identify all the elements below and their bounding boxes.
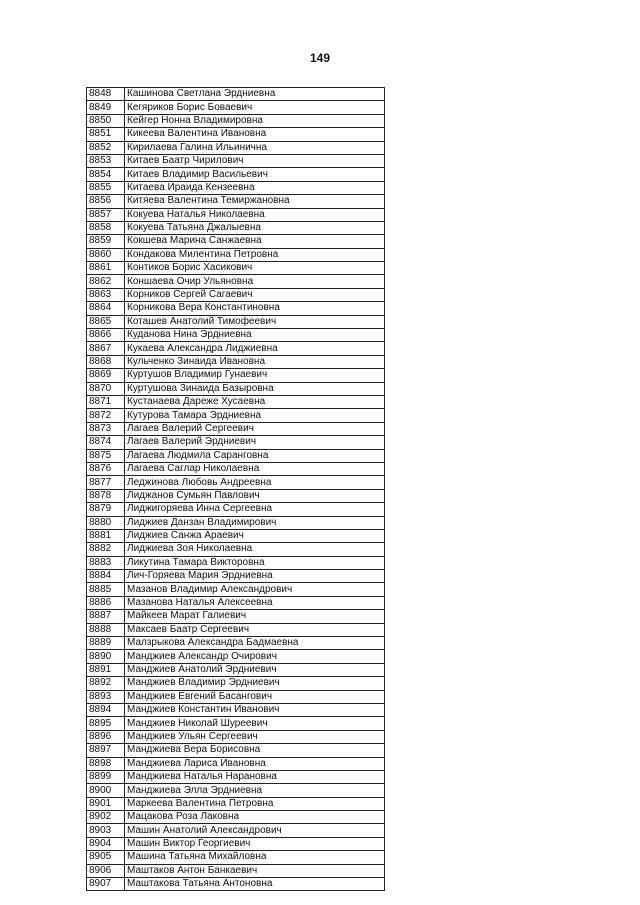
- row-number: 8859: [87, 235, 125, 248]
- table-row: [87, 302, 385, 315]
- person-name: Лагаев Валерий Эрдниевич: [125, 436, 385, 449]
- table-row: [87, 730, 385, 743]
- person-name: Лагаева Саглар Николаевна: [125, 462, 385, 475]
- table-row: [87, 208, 385, 221]
- row-number: 8898: [87, 757, 125, 770]
- person-name: Кульченко Зинаида Ивановна: [125, 355, 385, 368]
- table-row: [87, 355, 385, 368]
- person-name: Ликутина Тамара Викторовна: [125, 556, 385, 569]
- row-number: 8887: [87, 610, 125, 623]
- table-row: [87, 583, 385, 596]
- person-name: Манджиева Элла Эрдниевна: [125, 784, 385, 797]
- row-number: 8884: [87, 570, 125, 583]
- table-row: [87, 744, 385, 757]
- row-number: 8863: [87, 288, 125, 301]
- row-number: 8892: [87, 677, 125, 690]
- table-row: [87, 168, 385, 181]
- person-name: Лагаев Валерий Сергеевич: [125, 422, 385, 435]
- row-number: 8852: [87, 141, 125, 154]
- person-name: Куданова Нина Эрдниевна: [125, 329, 385, 342]
- row-number: 8853: [87, 154, 125, 167]
- row-number: 8890: [87, 650, 125, 663]
- person-name: Кустанаева Дареже Хусаевна: [125, 395, 385, 408]
- person-name: Кокшева Марина Санжаевна: [125, 235, 385, 248]
- row-number: 8895: [87, 717, 125, 730]
- person-name: Лиджиева Зоя Николаевна: [125, 543, 385, 556]
- row-number: 8871: [87, 395, 125, 408]
- row-number: 8882: [87, 543, 125, 556]
- table-row: [87, 637, 385, 650]
- table-row: [87, 663, 385, 676]
- table-row: [87, 623, 385, 636]
- row-number: 8891: [87, 663, 125, 676]
- table-row: [87, 422, 385, 435]
- row-number: 8864: [87, 302, 125, 315]
- table-row: [87, 195, 385, 208]
- row-number: 8876: [87, 462, 125, 475]
- roster-table-body: [87, 88, 385, 891]
- row-number: 8903: [87, 824, 125, 837]
- person-name: Леджинова Любовь Андреевна: [125, 476, 385, 489]
- row-number: 8865: [87, 315, 125, 328]
- person-name: Китаева Ираида Кензеевна: [125, 181, 385, 194]
- table-row: [87, 784, 385, 797]
- table-row: [87, 154, 385, 167]
- table-row: [87, 409, 385, 422]
- table-row: [87, 543, 385, 556]
- person-name: Манджиев Ульян Сергеевич: [125, 730, 385, 743]
- person-name: Манджиева Вера Борисовна: [125, 744, 385, 757]
- person-name: Корникова Вера Константиновна: [125, 302, 385, 315]
- person-name: Манджиев Александр Очирович: [125, 650, 385, 663]
- person-name: Контиков Борис Хасикович: [125, 262, 385, 275]
- table-row: [87, 650, 385, 663]
- person-name: Кокуева Татьяна Джалыевна: [125, 221, 385, 234]
- row-number: 8860: [87, 248, 125, 261]
- row-number: 8870: [87, 382, 125, 395]
- table-row: [87, 556, 385, 569]
- table-row: [87, 878, 385, 891]
- person-name: Лиджанов Сумьян Павлович: [125, 489, 385, 502]
- row-number: 8862: [87, 275, 125, 288]
- person-name: Манджиева Наталья Нарановна: [125, 770, 385, 783]
- table-row: [87, 114, 385, 127]
- person-name: Лиджиев Санжа Араевич: [125, 529, 385, 542]
- table-row: [87, 677, 385, 690]
- row-number: 8900: [87, 784, 125, 797]
- table-row: [87, 88, 385, 101]
- table-row: [87, 757, 385, 770]
- row-number: 8873: [87, 422, 125, 435]
- table-row: [87, 824, 385, 837]
- person-name: Куртушов Владимир Гунаевич: [125, 369, 385, 382]
- person-name: Манджиев Евгений Басангович: [125, 690, 385, 703]
- table-row: [87, 248, 385, 261]
- table-row: [87, 489, 385, 502]
- table-row: [87, 529, 385, 542]
- table-row: [87, 811, 385, 824]
- table-row: [87, 369, 385, 382]
- row-number: 8851: [87, 128, 125, 141]
- row-number: 8893: [87, 690, 125, 703]
- table-row: [87, 288, 385, 301]
- row-number: 8881: [87, 529, 125, 542]
- row-number: 8867: [87, 342, 125, 355]
- row-number: 8861: [87, 262, 125, 275]
- table-row: [87, 596, 385, 609]
- row-number: 8885: [87, 583, 125, 596]
- person-name: Лагаева Людмила Саранговна: [125, 449, 385, 462]
- row-number: 8854: [87, 168, 125, 181]
- person-name: Манджиев Константин Иванович: [125, 703, 385, 716]
- person-name: Мацакова Роза Лаковна: [125, 811, 385, 824]
- person-name: Малзрыкова Александра Бадмаевна: [125, 637, 385, 650]
- person-name: Маркеева Валентина Петровна: [125, 797, 385, 810]
- table-row: [87, 395, 385, 408]
- table-row: [87, 101, 385, 114]
- row-number: 8869: [87, 369, 125, 382]
- person-name: Коташев Анатолий Тимофеевич: [125, 315, 385, 328]
- row-number: 8896: [87, 730, 125, 743]
- person-name: Китяева Валентина Темиржановна: [125, 195, 385, 208]
- person-name: Корников Сергей Сагаевич: [125, 288, 385, 301]
- person-name: Китаев Владимир Васильевич: [125, 168, 385, 181]
- person-name: Кондакова Милентина Петровна: [125, 248, 385, 261]
- row-number: 8906: [87, 864, 125, 877]
- person-name: Кокуева Наталья Николаевна: [125, 208, 385, 221]
- person-name: Манджиев Владимир Эрдниевич: [125, 677, 385, 690]
- row-number: 8883: [87, 556, 125, 569]
- row-number: 8872: [87, 409, 125, 422]
- person-name: Куртушова Зинаида Базыровна: [125, 382, 385, 395]
- row-number: 8848: [87, 88, 125, 101]
- table-row: [87, 703, 385, 716]
- person-name: Машина Татьяна Михайловна: [125, 851, 385, 864]
- person-name: Кикеева Валентина Ивановна: [125, 128, 385, 141]
- person-name: Манджиева Лариса Ивановна: [125, 757, 385, 770]
- table-row: [87, 837, 385, 850]
- person-name: Коншаева Очир Ульяновна: [125, 275, 385, 288]
- row-number: 8850: [87, 114, 125, 127]
- person-name: Манджиев Анатолий Эрдниевич: [125, 663, 385, 676]
- row-number: 8866: [87, 329, 125, 342]
- table-row: [87, 570, 385, 583]
- row-number: 8905: [87, 851, 125, 864]
- table-row: [87, 476, 385, 489]
- table-row: [87, 797, 385, 810]
- person-name: Мазанова Наталья Алексеевна: [125, 596, 385, 609]
- row-number: 8878: [87, 489, 125, 502]
- table-row: [87, 128, 385, 141]
- table-row: [87, 770, 385, 783]
- person-name: Кегяриков Борис Боваевич: [125, 101, 385, 114]
- table-row: [87, 503, 385, 516]
- table-row: [87, 141, 385, 154]
- person-name: Максаев Баатр Сергеевич: [125, 623, 385, 636]
- row-number: 8849: [87, 101, 125, 114]
- table-row: [87, 516, 385, 529]
- table-row: [87, 864, 385, 877]
- person-name: Маштакова Татьяна Антоновна: [125, 878, 385, 891]
- table-row: [87, 275, 385, 288]
- person-name: Кашинова Светлана Эрдниевна: [125, 88, 385, 101]
- table-row: [87, 342, 385, 355]
- row-number: 8907: [87, 878, 125, 891]
- table-row: [87, 449, 385, 462]
- row-number: 8894: [87, 703, 125, 716]
- row-number: 8858: [87, 221, 125, 234]
- person-name: Мазанов Владимир Александрович: [125, 583, 385, 596]
- table-row: [87, 462, 385, 475]
- person-name: Майкеев Марат Галиевич: [125, 610, 385, 623]
- roster-table: [86, 87, 385, 891]
- table-row: [87, 717, 385, 730]
- person-name: Кукаева Александра Лиджиевна: [125, 342, 385, 355]
- person-name: Лиджиев Данзан Владимирович: [125, 516, 385, 529]
- row-number: 8877: [87, 476, 125, 489]
- person-name: Лиджигоряева Инна Сергеевна: [125, 503, 385, 516]
- person-name: Лич-Горяева Мария Эрдниевна: [125, 570, 385, 583]
- row-number: 8902: [87, 811, 125, 824]
- person-name: Машин Анатолий Александрович: [125, 824, 385, 837]
- person-name: Кутурова Тамара Эрдниевна: [125, 409, 385, 422]
- table-row: [87, 851, 385, 864]
- row-number: 8889: [87, 637, 125, 650]
- page-number: 149: [309, 51, 331, 65]
- table-row: [87, 382, 385, 395]
- table-row: [87, 235, 385, 248]
- table-row: [87, 221, 385, 234]
- person-name: Манджиев Николай Шуреевич: [125, 717, 385, 730]
- row-number: 8880: [87, 516, 125, 529]
- row-number: 8886: [87, 596, 125, 609]
- row-number: 8901: [87, 797, 125, 810]
- table-row: [87, 329, 385, 342]
- row-number: 8874: [87, 436, 125, 449]
- row-number: 8899: [87, 770, 125, 783]
- person-name: Кирилаева Галина Ильинична: [125, 141, 385, 154]
- row-number: 8888: [87, 623, 125, 636]
- person-name: Машин Виктор Георгиевич: [125, 837, 385, 850]
- row-number: 8855: [87, 181, 125, 194]
- row-number: 8879: [87, 503, 125, 516]
- table-row: [87, 181, 385, 194]
- table-row: [87, 262, 385, 275]
- person-name: Китаев Баатр Чирилович: [125, 154, 385, 167]
- table-row: [87, 436, 385, 449]
- person-name: Кейгер Нонна Владимировна: [125, 114, 385, 127]
- person-name: Маштаков Антон Банкаевич: [125, 864, 385, 877]
- row-number: 8868: [87, 355, 125, 368]
- row-number: 8875: [87, 449, 125, 462]
- row-number: 8856: [87, 195, 125, 208]
- row-number: 8857: [87, 208, 125, 221]
- row-number: 8897: [87, 744, 125, 757]
- table-row: [87, 610, 385, 623]
- table-row: [87, 690, 385, 703]
- table-row: [87, 315, 385, 328]
- row-number: 8904: [87, 837, 125, 850]
